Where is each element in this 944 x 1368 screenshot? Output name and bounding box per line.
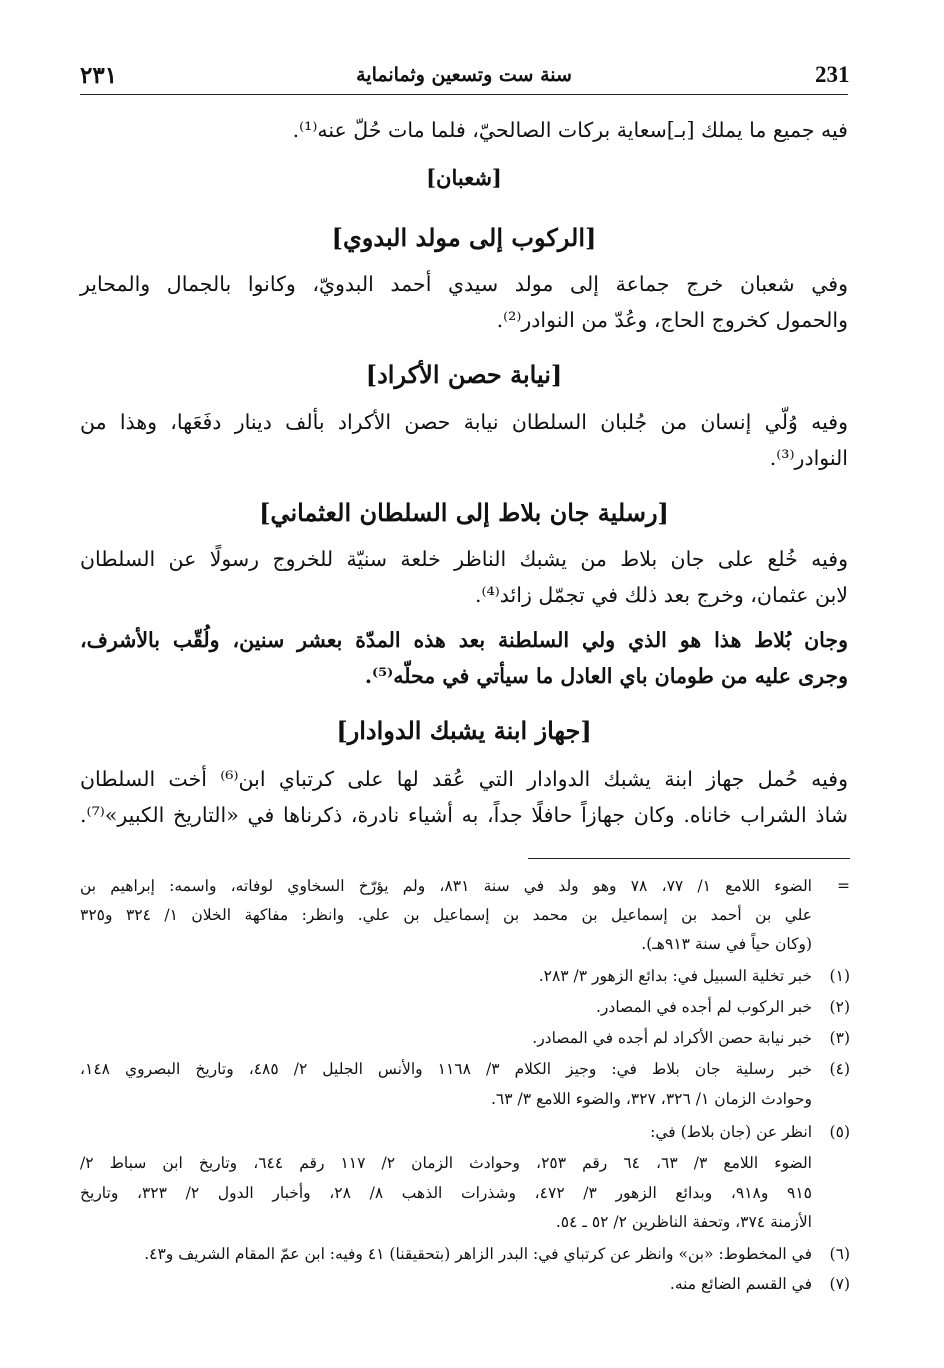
body-line: فيه جميع ما يملك [بـ]سعاية بركات الصالحيّ، فلما مات حُلّ عنه⁽¹⁾. [292,118,848,142]
footnote-number: (٦) [829,1245,850,1263]
footnote-text: في المخطوط: «بن» وانظر عن كرتباي في: البدر الزاهر (بتحقيقنا) ٤١ وفيه: ابن عمّ المقام الشريف و٤٣. [144,1245,812,1263]
running-header [80,58,848,98]
running-title: سنة ست وتسعين وثمانماية [356,64,572,86]
footnote-text: ٩١٥ و٩١٨، وبدائع الزهور ٣/ ٤٧٢، وشذرات الذهب ٨/ ٢٨، وأخبار الدول ٢/ ٣٢٣، وتاريخ [80,1184,812,1202]
footnote-number: (٥) [829,1123,850,1141]
footnote-number: (٣) [829,1029,850,1047]
section-title-janbalat-mission: [رسلية جان بلاط إلى السلطان العثماني] [259,498,669,527]
body-line-bold: وجان بُلاط هذا هو الذي ولي السلطنة بعد هذه المدّة بعشر سنين، ولُقّب بالأشرف، [80,628,848,652]
page-number-arabic: ٢٣١ [80,62,118,89]
section-title-riding: [الركوب إلى مولد البدوي] [331,223,597,252]
footnote-rule [528,858,850,859]
footnote-number: (٧) [829,1275,850,1293]
footnote-text: وحوادث الزمان ١/ ٣٢٦، ٣٢٧، والضوء اللامع ٣/ ٦٣. [490,1090,812,1108]
footnote-text: خبر نيابة حصن الأكراد لم أجده في المصادر. [532,1029,812,1047]
page-number-latin: 231 [815,62,850,87]
month-heading: [شعبان] [426,165,502,190]
footnote-text: في القسم الضائع منه. [669,1275,812,1293]
footnote-number: (٤) [829,1060,850,1078]
footnote-text: الضوء اللامع ١/ ٧٧، ٧٨ وهو ولد في سنة ٨٣١، ولم يؤرّخ السخاوي لوفاته، واسمه: إبراهيم بن [80,877,812,895]
footnote-text: خبر الركوب لم أجده في المصادر. [596,998,812,1016]
footnote-text: الأزمنة ٣٧٤، وتحفة الناظرين ٢/ ٥٢ ـ ٥٤. [555,1213,812,1231]
body-line: وفيه حُمل جهاز ابنة يشبك الدوادار التي عُقد لها على كرتباي ابن⁽⁶⁾ أخت السلطان [80,767,848,791]
body-line: النوادر⁽³⁾. [769,446,848,470]
body-line-bold: وجرى عليه من طومان باي العادل ما سيأتي في محلّه⁽⁵⁾. [364,664,848,688]
footnote-text: علي بن أحمد بن إسماعيل بن محمد بن إسماعيل بن علي. وانظر: مفاكهة الخلان ١/ ٣٢٤ و٣٢٥ [80,906,813,924]
footnote-text: خبر رسلية جان بلاط في: وجيز الكلام ٣/ ١١٦٨ والأنس الجليل ٢/ ٤٨٥، وتاريخ البصروي ١٤٨، [80,1060,812,1078]
body-line: وفيه وُلّي إنسان من جُلبان السلطان نيابة حصن الأكراد بألف دينار دفَعَها، وهذا من [80,410,848,434]
body-line: وفيه خُلع على جان بلاط من يشبك الناظر خلعة سنيّة للخروج رسولًا عن السلطان [80,547,848,571]
footnote-text: خبر تخلية السبيل في: بدائع الزهور ٣/ ٢٨٣. [538,967,812,985]
footnote-text: الضوء اللامع ٣/ ٦٣، ٦٤ رقم ٢٥٣، وحوادث الزمان ٢/ ١١٧ رقم ٦٤٤، وتاريخ ابن سباط ٢/ [80,1154,812,1172]
section-title-hisn-al-akrad: [نيابة حصن الأكراد] [365,360,563,389]
footnote-text: انظر عن (جان بلاط) في: [650,1123,812,1141]
body-line: لابن عثمان، وخرج بعد ذلك في تجمّل زائد⁽⁴⁾. [474,583,848,607]
footnote-number: (٢) [829,998,850,1016]
body-line: وفي شعبان خرج جماعة إلى مولد سيدي أحمد البدويّ، وكانوا بالجمال والمحاير [80,272,848,296]
body-line: والحمول كخروج الحاج، وعُدّ من النوادر⁽²⁾. [496,308,848,332]
header-rule [80,94,848,95]
footnote-text: (وكان حياً في سنة ٩١٣هـ). [641,935,812,953]
body-line: شاذ الشراب خاناه. وكان جهازاً حافلًا جداً، به أشياء نادرة، ذكرناها في «التاريخ الكبير»⁽⁷⁾. [80,803,848,827]
footnote-number: (١) [829,967,850,985]
continuation-mark: = [837,877,850,895]
section-title-dowry: [جهاز ابنة يشبك الدوادار] [336,716,592,745]
